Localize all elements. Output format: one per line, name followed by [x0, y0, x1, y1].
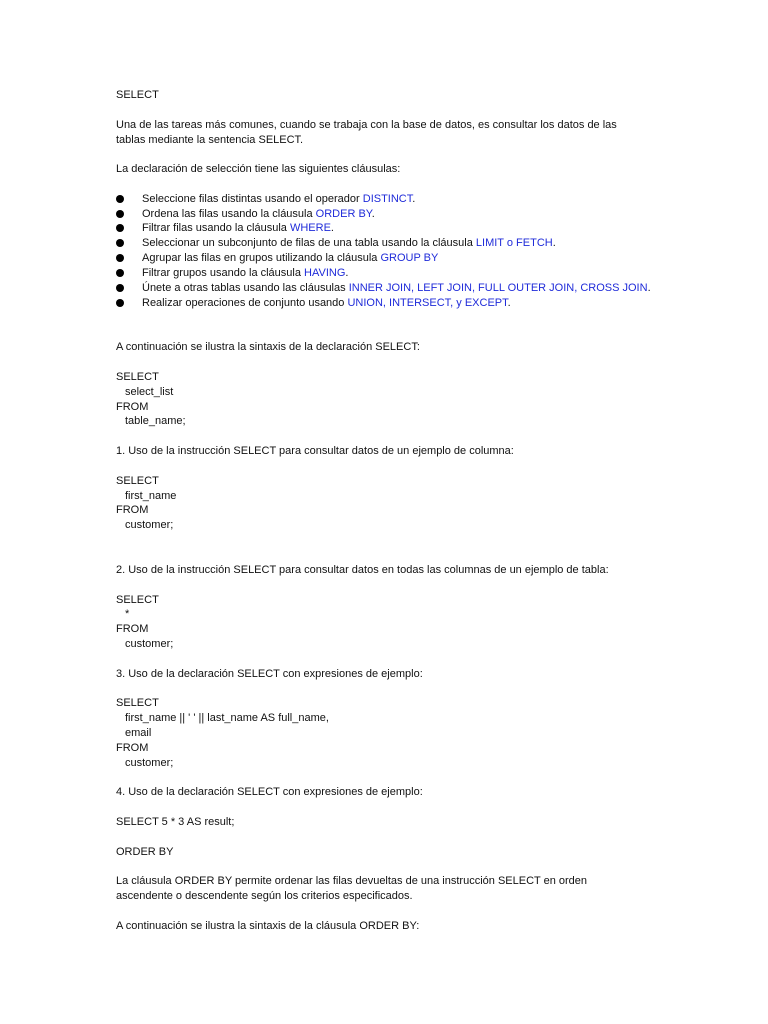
bullet-icon: [116, 284, 124, 292]
list-item: Seleccione filas distintas usando el operador DISTINCT.: [116, 192, 134, 206]
bullet-icon: [116, 239, 124, 247]
code-line: *: [125, 608, 130, 620]
bullet-icon: [116, 195, 124, 203]
code-line: FROM: [116, 742, 149, 754]
code-line: SELECT: [116, 371, 159, 383]
keyword: INNER JOIN, LEFT JOIN, FULL OUTER JOIN, CROSS JOIN: [348, 282, 648, 294]
keyword: GROUP BY: [380, 252, 439, 264]
code-line: FROM: [116, 401, 149, 413]
list-item: Filtrar grupos usando la cláusula HAVING.: [116, 266, 134, 280]
example-4-title: 4. Uso de la declaración SELECT con expresiones de ejemplo:: [116, 786, 423, 798]
list-item: Realizar operaciones de conjunto usando UNION, INTERSECT, y EXCEPT.: [116, 296, 134, 310]
bullet-icon: [116, 269, 124, 277]
code-line: SELECT: [116, 697, 159, 709]
code-line: SELECT 5 * 3 AS result;: [116, 816, 235, 828]
keyword: HAVING: [304, 267, 346, 279]
code-line: select_list: [125, 386, 174, 398]
bullet-icon: [116, 299, 124, 307]
bullet-icon: [116, 224, 124, 232]
heading-order-by: ORDER BY: [116, 846, 174, 858]
code-line: SELECT: [116, 594, 159, 606]
code-line: FROM: [116, 623, 149, 635]
list-item: Filtrar filas usando la cláusula WHERE.: [116, 221, 134, 235]
heading-select: SELECT: [116, 89, 159, 101]
example-2-title: 2. Uso de la instrucción SELECT para consultar datos en todas las columnas de un ejemplo de tabla:: [116, 564, 609, 576]
intro-paragraph-line-2: tablas mediante la sentencia SELECT.: [116, 134, 304, 146]
clauses-intro: La declaración de selección tiene las siguientes cláusulas:: [116, 163, 401, 175]
bullet-icon: [116, 254, 124, 262]
order-by-paragraph-line-1: La cláusula ORDER BY permite ordenar las filas devueltas de una instrucción SELECT en orden: [116, 875, 588, 887]
keyword: ORDER BY: [315, 208, 372, 220]
code-line: customer;: [125, 519, 174, 531]
code-line: email: [125, 727, 152, 739]
intro-paragraph-line-1: Una de las tareas más comunes, cuando se trabaja con la base de datos, es consultar los datos de las: [116, 119, 617, 131]
code-line: customer;: [125, 757, 174, 769]
code-line: customer;: [125, 638, 174, 650]
keyword: DISTINCT: [362, 193, 413, 205]
keyword: UNION, INTERSECT, y EXCEPT: [347, 297, 508, 309]
order-by-paragraph-line-2: ascendente o descendente según los criterios especificados.: [116, 890, 413, 902]
code-line: FROM: [116, 504, 149, 516]
keyword: LIMIT o FETCH: [475, 237, 553, 249]
bullet-icon: [116, 210, 124, 218]
list-item: Agrupar las filas en grupos utilizando la cláusula GROUP BY: [116, 251, 134, 265]
code-line: SELECT: [116, 475, 159, 487]
keyword: WHERE: [289, 222, 331, 234]
example-1-title: 1. Uso de la instrucción SELECT para consultar datos de un ejemplo de columna:: [116, 445, 514, 457]
list-item: Seleccionar un subconjunto de filas de una tabla usando la cláusula LIMIT o FETCH.: [116, 236, 134, 250]
code-line: first_name || ' ' || last_name AS full_name,: [125, 712, 329, 724]
code-line: first_name: [125, 490, 177, 502]
example-3-title: 3. Uso de la declaración SELECT con expresiones de ejemplo:: [116, 668, 423, 680]
syntax-intro: A continuación se ilustra la sintaxis de la declaración SELECT:: [116, 341, 420, 353]
code-line: table_name;: [125, 415, 186, 427]
list-item: Ordena las filas usando la cláusula ORDER BY.: [116, 207, 134, 221]
order-by-syntax-intro: A continuación se ilustra la sintaxis de la cláusula ORDER BY:: [116, 920, 420, 932]
list-item: Únete a otras tablas usando las cláusulas INNER JOIN, LEFT JOIN, FULL OUTER JOIN, CROSS JOIN.: [116, 281, 134, 295]
